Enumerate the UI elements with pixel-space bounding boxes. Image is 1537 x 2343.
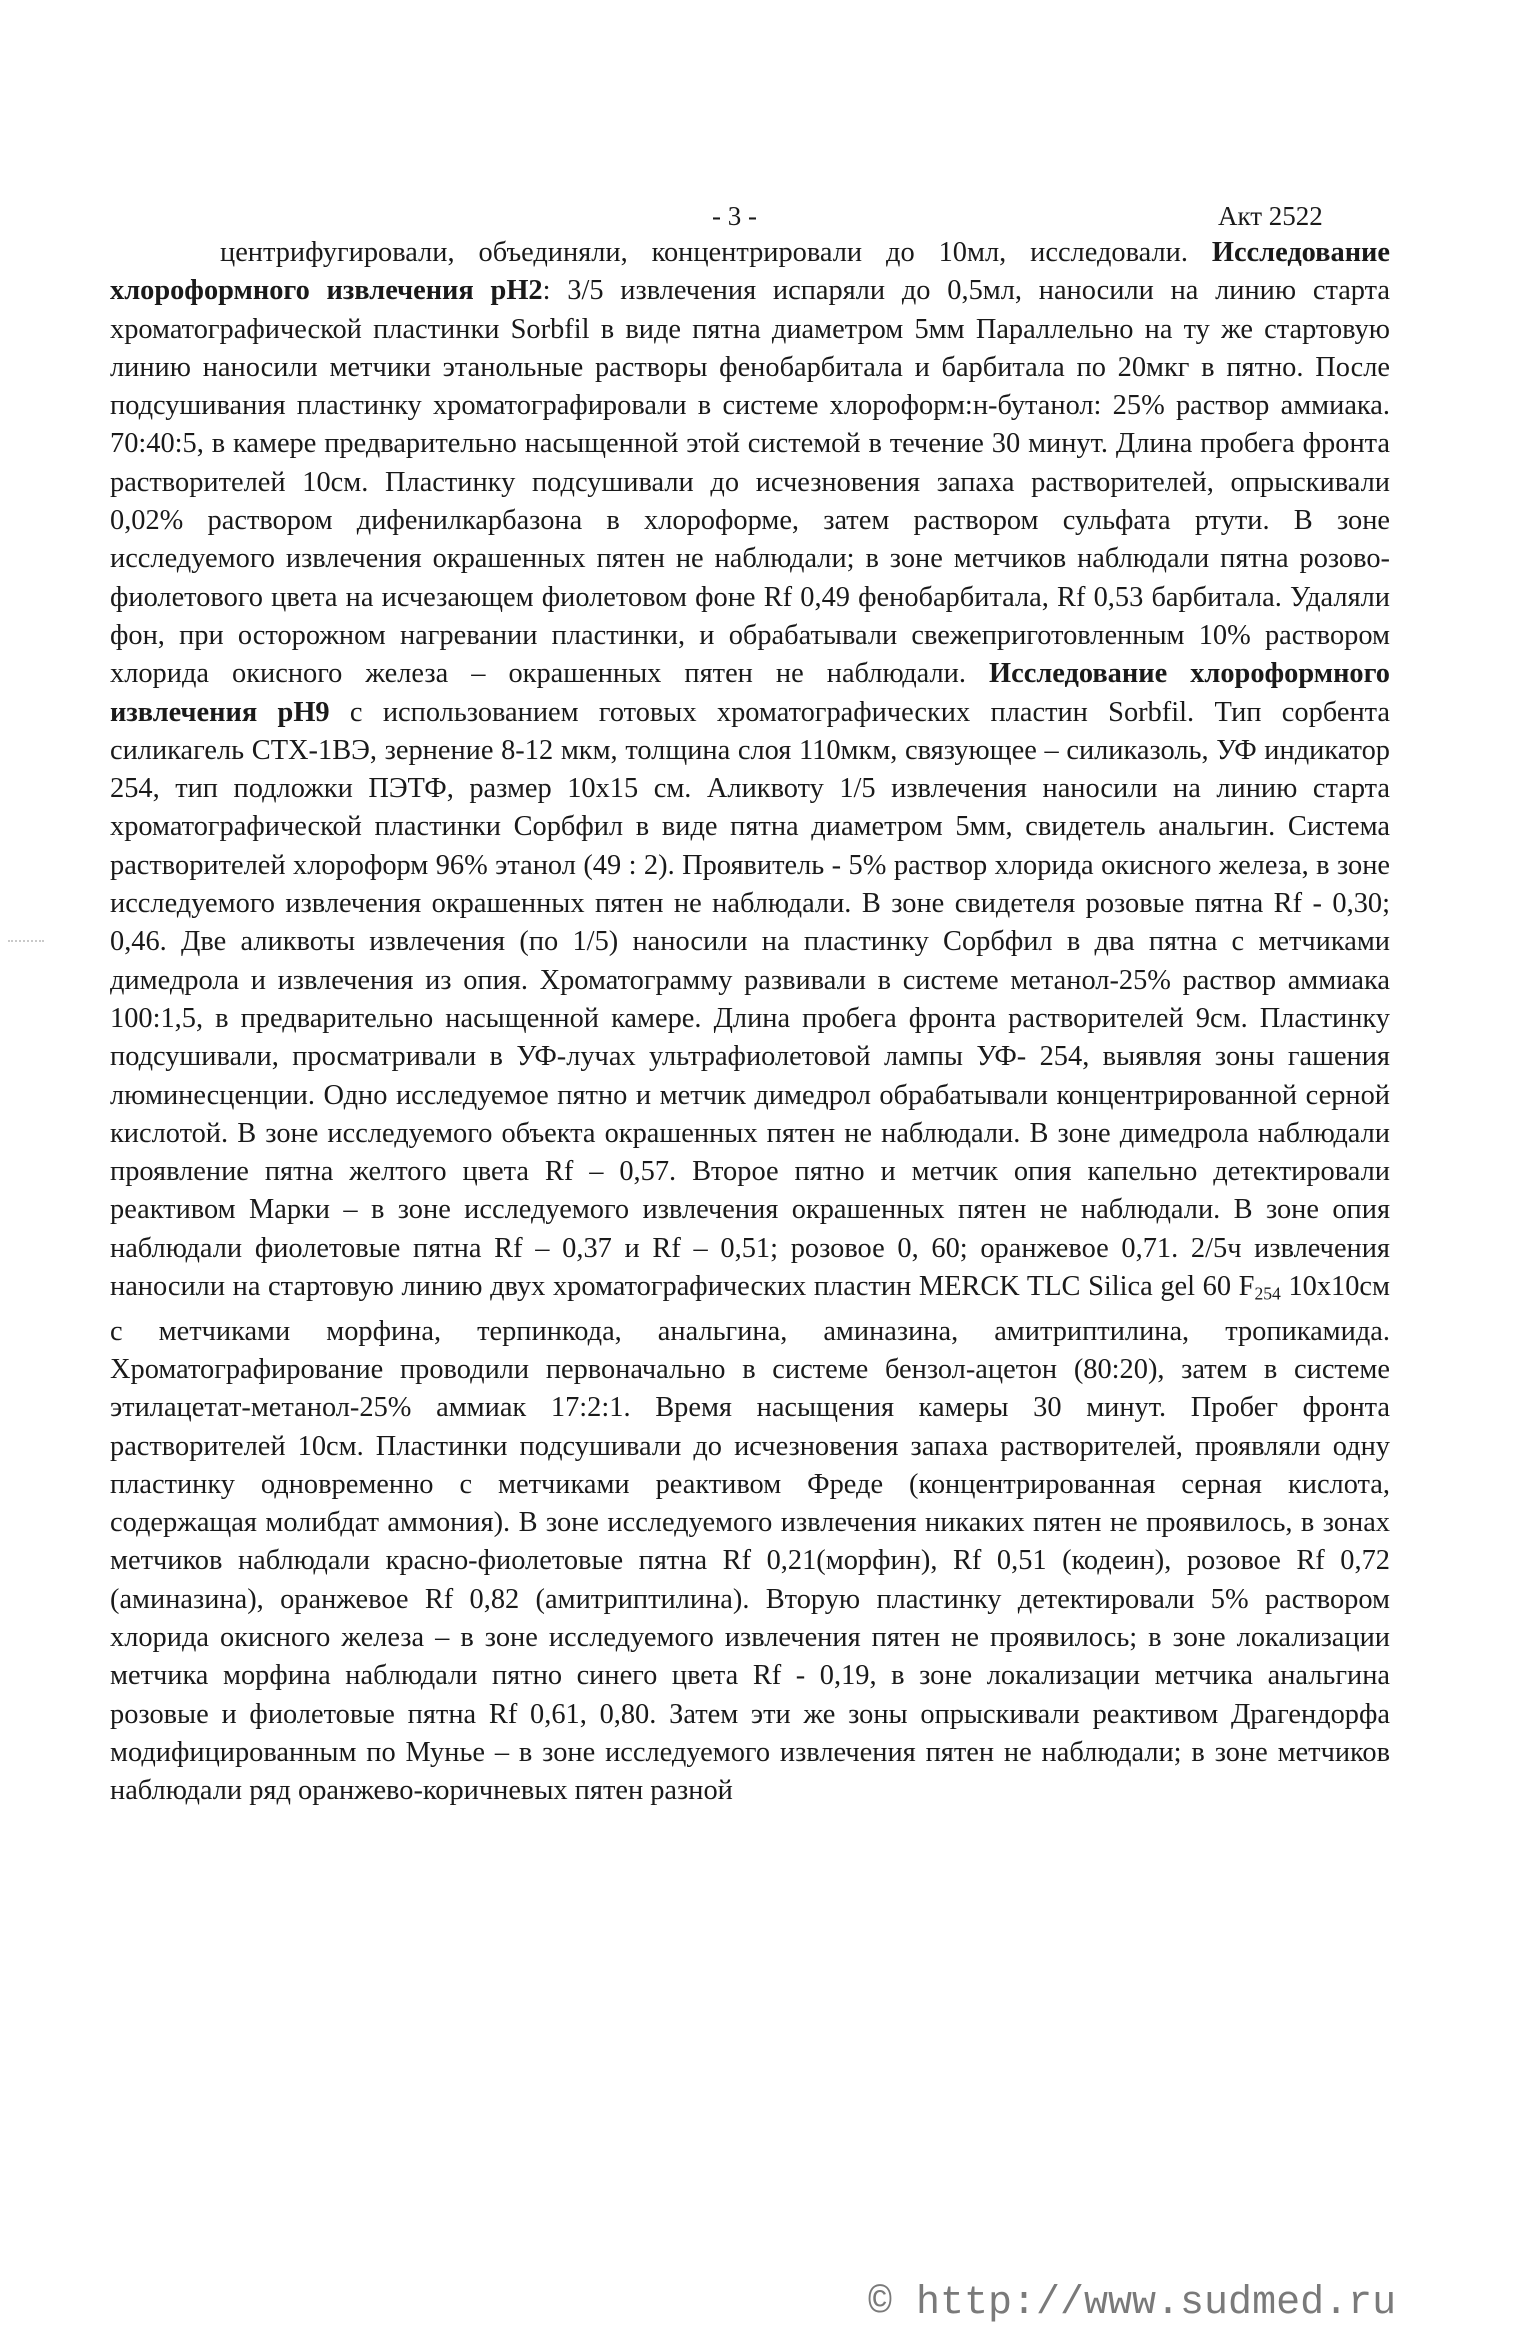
page-number: - 3 - [712, 201, 757, 231]
page-header [0, 196, 1537, 236]
section-heading-ph9: Исследование хлороформного извлечения рН9 [110, 658, 1391, 728]
paragraph-ph2: : 3/5 извлечения испаряли до 0,5мл, наносили на линию старта хроматографической пластинки Sorbfil в виде пятна диаметром 5мм Параллельно на ту же стартовую линию наносили метчики этанольные растворы фенобарбитала и барбитала по 20мкг в пятно. После подсушивания пластинку хроматографировали в системе хлороформ:н-бутанол: 25% раствор аммиака. 70:40:5, в камере предварительно насыщенной этой системой в течение 30 минут. Длина пробега фронта растворителей 10см. Пластинку подсушивали до исчезновения запаха растворителей, опрыскивали 0,02% раствором дифенилкарбазона в хлороформе, затем раствором сульфата ртути. В зоне исследуемого извлечения окрашенных пятен не наблюдали; в зоне метчиков наблюдали пятна розово-фиолетового цвета на исчезающем фиолетовом фоне Rf 0,49 фенобарбитала, Rf 0,53 барбитала. Удаляли фон, при осторожном нагревании пластинки, и обрабатывали свежеприготовленным 10% раствором хлорида окисного железа – окрашенных пятен не наблюдали. [110, 275, 1390, 690]
document-body [110, 234, 1390, 1811]
subscript-254: 254 [1254, 1283, 1281, 1304]
scan-speck [8, 940, 44, 946]
section-heading-ph2: Исследование хлороформного извлечения рН2 [110, 237, 1391, 307]
paragraph-ph9-part2: 10x10см с метчиками морфина, терпинкода, анальгина, аминазина, амитриптилина, тропикамида. Хроматографирование проводили первоначально в системе бензол-ацетон (80:20), затем в системе этилацетат-метанол-25% аммиак 17:2:1. Время насыщения камеры 30 минут. Пробег фронта растворителей 10см. Пластинки подсушивали до исчезновения запаха растворителей, проявляли одну пластинку одновременно с метчиками реактивом Фреде (концентрированная серная кислота, содержащая молибдат аммония). В зоне исследуемого извлечения никаких пятен не проявилось, в зонах метчиков наблюдали красно-фиолетовые пятна Rf 0,21(морфин), Rf 0,51 (кодеин), розовое Rf 0,72 (аминазина), оранжевое Rf 0,82 (амитриптилина). Вторую пластинку детектировали 5% раствором хлорида окисного железа – в зоне исследуемого извлечения пятен не проявилось; в зоне локализации метчика морфина наблюдали пятно синего цвета Rf - 0,19, в зоне локализации метчика анальгина розовые и фиолетовые пятна Rf 0,61, 0,80. Затем эти же зоны опрыскивали реактивом Драгендорфа модифицированным по Мунье – в зоне исследуемого извлечения пятен не наблюдали; в зоне метчиков наблюдали ряд оранжево-коричневых пятен разной [110, 1271, 1390, 1807]
paragraph-ph9-part1: с использованием готовых хроматографических пластин Sorbfil. Тип сорбента силикагель СТХ-1ВЭ, зернение 8-12 мкм, толщина слоя 110мкм, связующее – силиказоль, УФ индикатор 254, тип подложки ПЭТФ, размер 10x15 см. Аликвоту 1/5 извлечения наносили на линию старта хроматографической пластинки Сорбфил в виде пятна диаметром 5мм, свидетель анальгин. Система растворителей хлороформ 96% этанол (49 : 2). Проявитель - 5% раствор хлорида окисного железа, в зоне исследуемого извлечения окрашенных пятен не наблюдали. В зоне свидетеля розовые пятна Rf - 0,30; 0,46. Две аликвоты извлечения (по 1/5) наносили на пластинку Сорбфил в два пятна с метчиками димедрола и извлечения из опия. Хроматограмму развивали в системе метанол-25% раствор аммиака 100:1,5, в предварительно насыщенной камере. Длина пробега фронта растворителей 9см. Пластинку подсушивали, просматривали в УФ-лучах ультрафиолетовой лампы УФ- 254, выявляя зоны гашения люминесценции. Одно исследуемое пятно и метчик димедрол обрабатывали концентрированной серной кислотой. В зоне исследуемого объекта окрашенных пятен не наблюдали. В зоне димедрола наблюдали проявление пятна желтого цвета Rf – 0,57. Второе пятно и метчик опия капельно детектировали реактивом Марки – в зоне исследуемого извлечения окрашенных пятен не наблюдали. В зоне опия наблюдали фиолетовые пятна Rf – 0,37 и Rf – 0,51; розовое 0, 60; оранжевое 0,71. 2/5ч извлечения наносили на стартовую линию двух хроматографических пластин MERCK TLC Silica gel 60 F [110, 696, 1390, 1303]
act-number: Акт 2522 [1218, 201, 1323, 231]
watermark: © http://www.sudmed.ru [868, 2281, 1397, 2326]
paragraph-intro: центрифугировали, объединяли, концентрировали до 10мл, исследовали. [220, 237, 1188, 268]
